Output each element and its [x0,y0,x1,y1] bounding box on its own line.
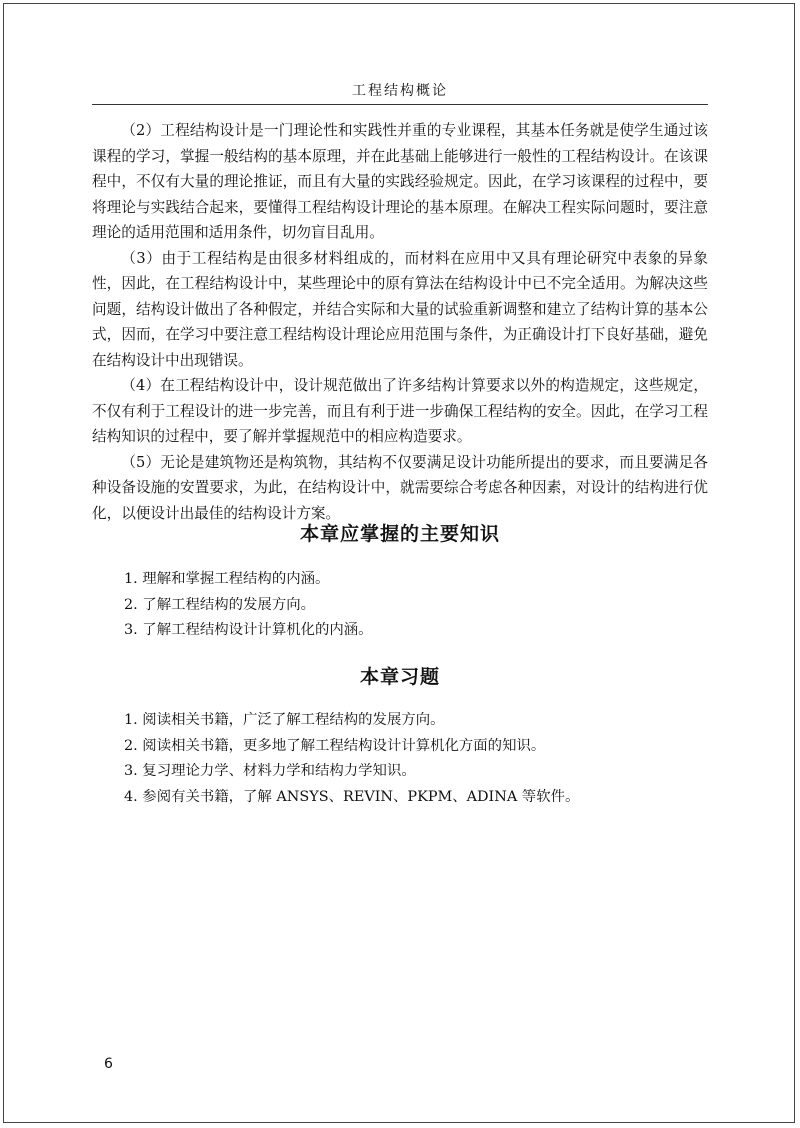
list-item: 1. 阅读相关书籍，广泛了解工程结构的发展方向。 [124,712,445,728]
list-item: 3. 了解工程结构设计计算机化的内涵。 [124,622,373,638]
paragraph-4: （4）在工程结构设计中，设计规范做出了许多结构计算要求以外的构造规定，这些规定，不仅有利于工程设计的进一步完善，而且有利于进一步确保工程结构的安全。因此，在学习工程结构知识的过程中，要了解并掌握规范中的相应构造要求。 [92,377,708,445]
paragraph-3: （3）由于工程结构是由很多材料组成的，而材料在应用中又具有理论研究中表象的异象性，因此，在工程结构设计中，某些理论中的原有算法在结构设计中已不完全适用。为解决这些问题，结构设计做出了各种假定，并结合实际和大量的试验重新调整和建立了结构计算的基本公式，因而，在学习中要注意工程结构设计理论应用范围与条件，为正确设计打下良好基础，避免在结构设计中出现错误。 [92,249,708,369]
list-item: 4. 参阅有关书籍，了解 ANSYS、REVIN、PKPM、ADINA 等软件。 [124,788,580,805]
running-header-title: 工程结构概论 [352,83,448,99]
exercises-section-title: 本章习题 [359,666,440,688]
paragraph-5: （5）无论是建筑物还是构筑物，其结构不仅要满足设计功能所提出的要求，而且要满足各种设备设施的安置要求，为此，在结构设计中，就需要综合考虑各种因素，对设计的结构进行优化，以便设计出最佳的结构设计方案。 [92,453,708,522]
list-item: 3. 复习理论力学、材料力学和结构力学知识。 [124,763,416,779]
knowledge-list [124,567,708,644]
exercises-list [124,708,708,810]
knowledge-section-title: 本章应掌握的主要知识 [299,523,500,545]
header-divider [92,104,708,105]
paragraph-2: （2）工程结构设计是一门理论性和实践性并重的专业课程，其基本任务就是使学生通过该课程的学习，掌握一般结构的基本原理，并在此基础上能够进行一般性的工程结构设计。在该课程中，不仅有大量的理论推证，而且有大量的实践经验规定。因此，在学习该课程的过程中，要将理论与实践结合起来，要懂得工程结构设计理论的基本原理。在解决工程实际问题时，要注意理论的适用范围和适用条件，切勿盲目乱用。 [92,122,708,241]
body-text [92,118,708,526]
list-item: 2. 了解工程结构的发展方向。 [124,596,315,613]
list-item: 2. 阅读相关书籍，更多地了解工程结构设计计算机化方面的知识。 [124,737,546,754]
page-number: 6 [104,1056,113,1072]
list-item: 1. 理解和掌握工程结构的内涵。 [124,571,330,587]
